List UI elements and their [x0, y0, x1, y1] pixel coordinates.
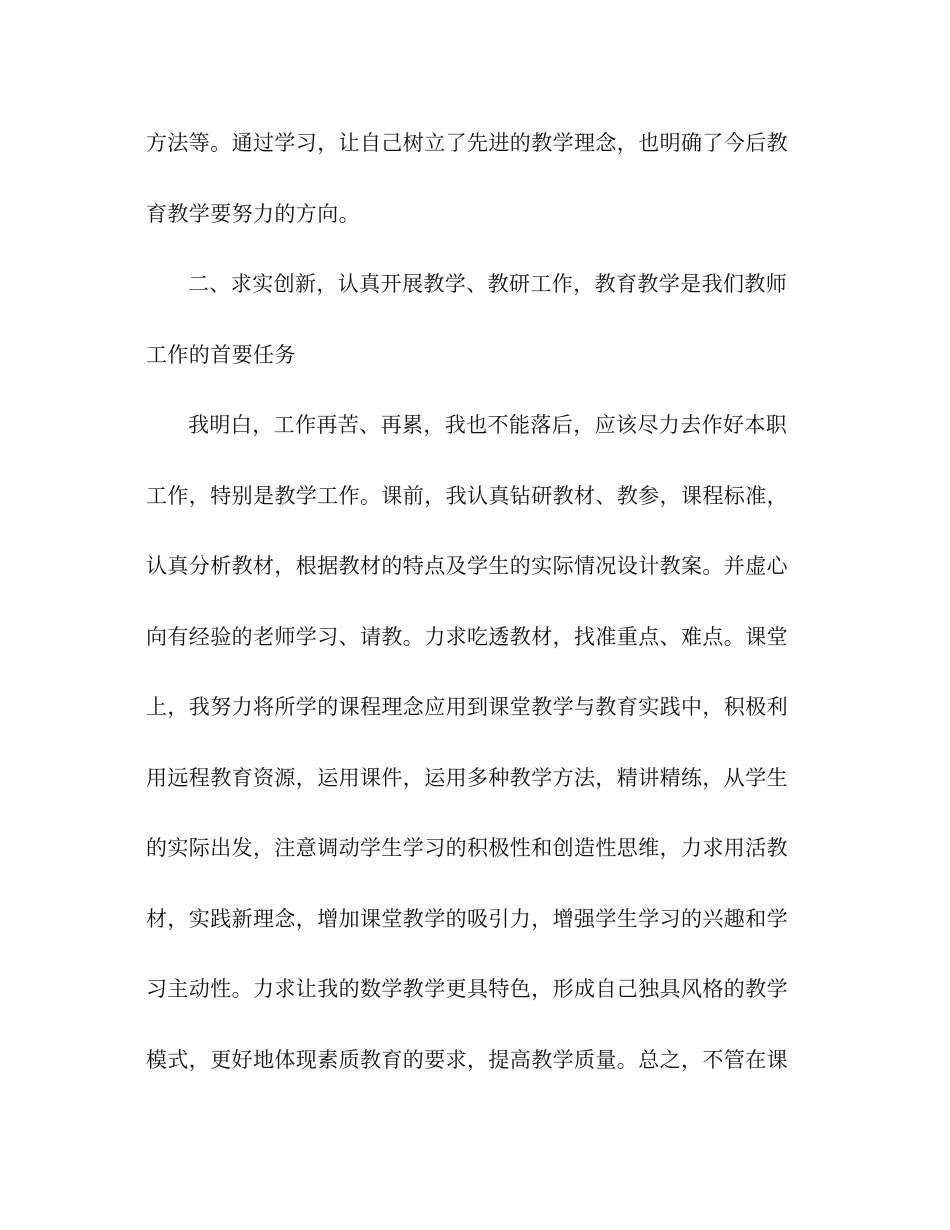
text-line-7: 认真分析教材，根据教材的特点及学生的实际情况设计教案。并虚心: [146, 554, 788, 578]
text-line-13: 习主动性。力求让我的数学教学更具特色，形成自己独具风格的教学: [146, 977, 788, 1001]
text-line-10: 用远程教育资源，运用课件，运用多种教学方法，精讲精练，从学生: [146, 765, 788, 790]
text-line-2: 育教学要努力的方向。: [146, 201, 360, 226]
text-line-5: 我明白，工作再苦、再累，我也不能落后，应该尽力去作好本职: [188, 413, 788, 437]
text-line-11: 的实际出发，注意调动学生学习的积极性和创造性思维，力求用活教: [146, 836, 788, 860]
text-line-6: 工作，特别是教学工作。课前，我认真钻研教材、教参，课程标准，: [146, 483, 788, 508]
text-line-8: 向有经验的老师学习、请教。力求吃透教材，找准重点、难点。课堂: [146, 624, 788, 649]
section-heading-line-1: 二、求实创新，认真开展教学、教研工作，教育教学是我们教师: [188, 272, 788, 296]
text-line-12: 材，实践新理念，增加课堂教学的吸引力，增强学生学习的兴趣和学: [146, 906, 788, 931]
text-line-14: 模式，更好地体现素质教育的要求，提高教学质量。总之，不管在课: [146, 1047, 788, 1072]
body-text: [146, 118, 806, 1105]
text-line-9: 上，我努力将所学的课程理念应用到课堂教学与教育实践中，积极利: [146, 695, 788, 719]
text-line-1: 方法等。通过学习，让自己树立了先进的教学理念，也明确了今后教: [146, 131, 788, 155]
section-heading-line-2: 工作的首要任务: [146, 342, 296, 367]
